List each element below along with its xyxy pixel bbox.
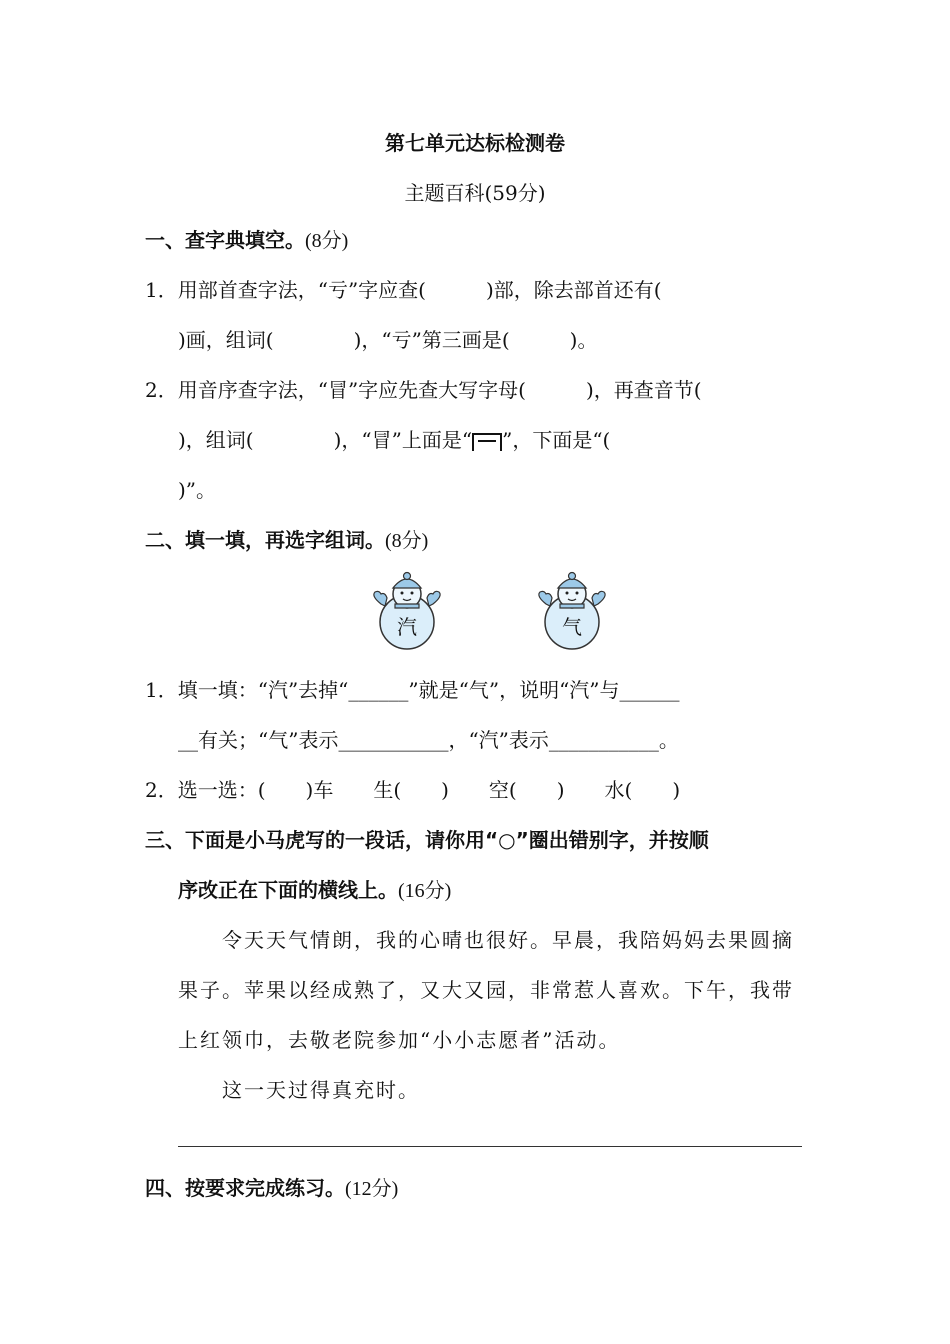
snowman-2-char: 气: [562, 615, 582, 639]
mitten-left: [374, 591, 387, 606]
section-3-heading-line2: [178, 876, 451, 905]
passage-line-1: 令天天气情朗，我的心晴也很好。早晨，我陪妈妈去果圆摘: [222, 928, 794, 952]
section-3-score: (16分): [398, 880, 452, 902]
s1-q2-line2-pre: )，组词( )，“冒”上面是“: [178, 428, 473, 452]
snowman-1-char: 汽: [397, 615, 417, 639]
section-4-heading: [145, 1174, 398, 1203]
passage-line-2: 果子。苹果以经成熟了，又大又园，非常惹人喜欢。下午，我带: [178, 978, 794, 1002]
snowman-eye-left: [566, 592, 569, 595]
snowman-eye-right: [411, 592, 414, 595]
s1-q2-line2: [178, 426, 610, 454]
s2-q1-line2: __有关；“气”表示___________，“汽”表示___________。: [178, 728, 679, 752]
snowman-hat: [393, 579, 421, 588]
s1-q1-line1: 1．用部首查字法，“亏”字应查( )部，除去部首还有(: [145, 278, 662, 302]
section-2-score: (8分): [385, 530, 429, 552]
section-3-title-cont: 序改正在下面的横线上。: [178, 878, 398, 902]
hat-pompom: [404, 573, 411, 580]
snowman-eye-left: [401, 592, 404, 595]
snowman-hat: [558, 579, 586, 588]
snowman-scarf: [560, 604, 584, 608]
snowman-scarf: [395, 604, 419, 608]
snowman-eye-right: [576, 592, 579, 595]
page-title: 第七单元达标检测卷: [385, 131, 565, 155]
section-1-heading: [145, 226, 348, 255]
section-1-title: 一、查字典填空。: [145, 228, 305, 252]
s1-q2-line1: 2．用音序查字法，“冒”字应先查大写字母( )，再查音节(: [145, 378, 702, 402]
s1-q1-line2: )画，组词( )，“亏”第三画是( )。: [178, 328, 598, 352]
passage-line-3: 上红领巾，去敬老院参加“小小志愿者”活动。: [178, 1028, 621, 1052]
section-4-title: 四、按要求完成练习。: [145, 1176, 345, 1200]
section-2-title: 二、填一填，再选字组词。: [145, 528, 385, 552]
answer-line: [178, 1146, 802, 1147]
passage-line-4: 这一天过得真充时。: [222, 1078, 420, 1102]
snowman-qi-air: [528, 570, 618, 652]
mitten-right: [427, 591, 440, 606]
page-subtitle: 主题百科(59分): [404, 181, 546, 205]
s1-q2-line2-post: ”，下面是“(: [502, 428, 611, 452]
section-3-heading-line1: 三、下面是小马虎写的一段话，请你用“○”圈出错别字，并按顺: [145, 828, 709, 852]
s1-q2-line3: )”。: [178, 478, 217, 502]
hat-pompom: [569, 573, 576, 580]
s2-q1-line1: 1．填一填：“汽”去掉“______”就是“气”，说明“汽”与______: [145, 678, 680, 702]
mao-top-radical-icon: [472, 433, 502, 451]
mitten-right: [592, 591, 605, 606]
section-4-score: (12分): [345, 1178, 399, 1200]
section-1-score: (8分): [305, 230, 349, 252]
section-2-heading: [145, 526, 428, 555]
s2-q2: 2．选一选：( )车 生( ) 空( ) 水( ): [145, 778, 681, 802]
mitten-left: [539, 591, 552, 606]
snowman-qi-water: [363, 570, 453, 652]
